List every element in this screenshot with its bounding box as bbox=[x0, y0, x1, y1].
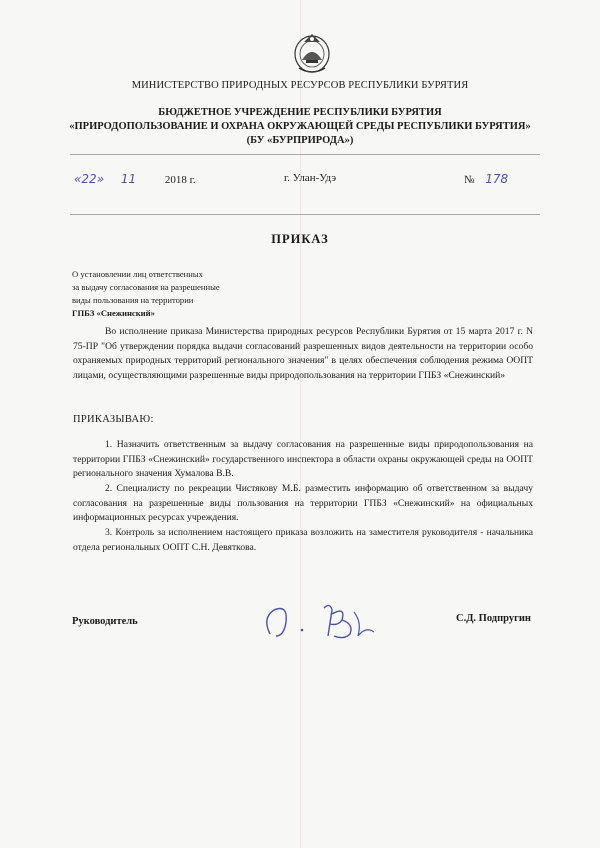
date-month: 11 bbox=[120, 172, 137, 186]
number-value: 178 bbox=[485, 172, 509, 186]
organization-name-line1: БЮДЖЕТНОЕ УЧРЕЖДЕНИЕ РЕСПУБЛИКИ БУРЯТИЯ bbox=[158, 107, 442, 118]
number-label: № bbox=[464, 174, 475, 186]
header-divider bbox=[70, 154, 540, 155]
order-number bbox=[464, 172, 508, 186]
subject-line: О установлении лиц ответственных bbox=[72, 269, 203, 279]
order-item-text: 2. Специалисту по рекреации Чистякову М.Б. разместить информацию об ответственном за выдачу согласования на разрешенные виды пользования на территории ГПБЗ «Снежинский» на официальных информационных ресурсах учреждения. bbox=[73, 483, 533, 523]
date-day-open-quote: « bbox=[74, 172, 82, 186]
subject-line: виды пользования на территории bbox=[72, 295, 194, 305]
handwritten-signature bbox=[258, 596, 388, 646]
date-year: 2018 г. bbox=[164, 174, 196, 186]
order-item-1 bbox=[73, 438, 533, 482]
orders-label: ПРИКАЗЫВАЮ: bbox=[73, 414, 154, 425]
order-item-text: 3. Контроль за исполнением настоящего приказа возложить на заместителя руководителя - начальника отдела региональных ООПТ С.Н. Девяткова. bbox=[73, 527, 533, 553]
dateline-divider bbox=[70, 214, 540, 215]
organization-short-name: (БУ «БУРПРИРОДА») bbox=[246, 135, 354, 146]
republic-emblem-icon bbox=[291, 30, 333, 76]
date-day: 22 bbox=[81, 172, 97, 186]
signatory-name: С.Д. Подпругин bbox=[456, 613, 531, 624]
date-day-close-quote: » bbox=[96, 172, 105, 186]
preamble-paragraph bbox=[73, 325, 533, 383]
order-item-3 bbox=[73, 526, 533, 555]
city-name: г. Улан-Удэ bbox=[284, 172, 337, 184]
organization-name-line2: «ПРИРОДОПОЛЬЗОВАНИЕ И ОХРАНА ОКРУЖАЮЩЕЙ СРЕДЫ РЕСПУБЛИКИ БУРЯТИЯ» bbox=[69, 121, 531, 132]
preamble-text: Во исполнение приказа Министерства природных ресурсов Республики Бурятия от 15 марта 2017 г. N 75-ПР "Об утверждении порядка выдачи согласований разрешенных видов деятельности на территории особо охраняемых природных территорий регионального значения" в целях обеспечения соблюдения режима ООПТ лицами, осуществляющими разрешенные виды природопользования на территории ГПБЗ «Снежинский» bbox=[73, 326, 533, 381]
document-title: ПРИКАЗ bbox=[271, 232, 329, 246]
order-item-text: 1. Назначить ответственным за выдачу согласования на разрешенные виды природопользования на территории ГПБЗ «Снежинский» государственного инспектора в области охраны окружающей среды на ООПТ регионального значения Хумалова В.В. bbox=[73, 439, 533, 479]
subject-line: за выдачу согласования на разрешенные bbox=[72, 282, 220, 292]
signatory-position: Руководитель bbox=[72, 616, 138, 627]
order-subject bbox=[72, 268, 272, 320]
order-date bbox=[74, 172, 196, 186]
subject-line: ГПБЗ «Снежинский» bbox=[72, 308, 155, 318]
order-item-2 bbox=[73, 482, 533, 526]
ministry-name: МИНИСТЕРСТВО ПРИРОДНЫХ РЕСУРСОВ РЕСПУБЛИКИ БУРЯТИЯ bbox=[131, 80, 469, 91]
